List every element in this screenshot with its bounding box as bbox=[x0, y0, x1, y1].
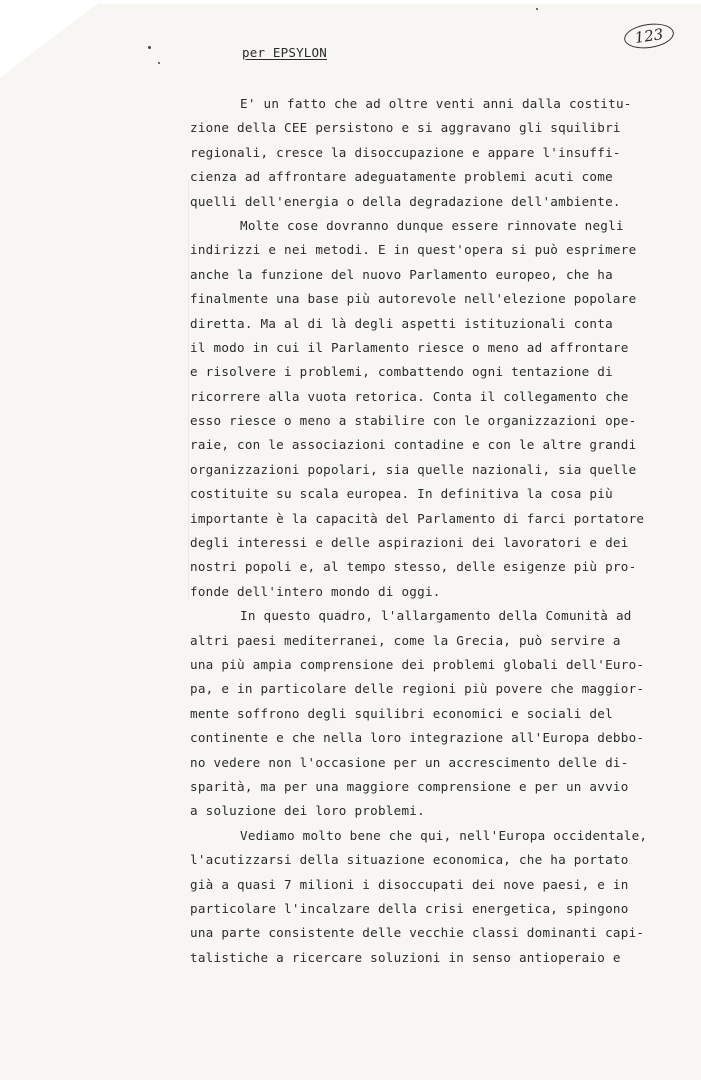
text-line: regionali, cresce la disoccupazione e appare l'insuffi- bbox=[190, 144, 621, 160]
text-line: costituite su scala europea. In definitiva la cosa più bbox=[190, 486, 613, 502]
ink-speck bbox=[158, 62, 160, 64]
ink-speck bbox=[148, 46, 151, 49]
text-line: fonde dell'intero mondo di oggi. bbox=[190, 583, 441, 599]
text-line: talistiche a ricercare soluzioni in senso antioperaio e bbox=[190, 949, 621, 965]
text-line: indirizzi e nei metodi. E in quest'opera si può esprimere bbox=[190, 242, 637, 258]
text-line: E' un fatto che ad oltre venti anni dalla costitu- bbox=[240, 96, 632, 111]
text-line: organizzazioni popolari, sia quelle nazionali, sia quelle bbox=[190, 461, 637, 477]
text-line: altri paesi mediterranei, come la Grecia, può servire a bbox=[190, 632, 621, 648]
text-line: una parte consistente delle vecchie classi dominanti capi- bbox=[190, 925, 645, 941]
text-line: mente soffrono degli squilibri economici e sociali del bbox=[190, 705, 613, 721]
text-line: cienza ad affrontare adeguatamente problemi acuti come bbox=[190, 169, 613, 185]
torn-corner bbox=[0, 0, 102, 78]
text-line: pa, e in particolare delle regioni più povere che maggior- bbox=[190, 681, 645, 697]
text-line: Molte cose dovranno dunque essere rinnovate negli bbox=[240, 217, 624, 233]
text-line: continente e che nella loro integrazione all'Europa debbo- bbox=[190, 730, 645, 746]
ink-speck bbox=[536, 8, 538, 10]
text-line: finalmente una base più autorevole nell'elezione popolare bbox=[190, 291, 637, 307]
text-line: particolare l'incalzare della crisi energetica, spingono bbox=[190, 900, 629, 916]
text-line: no vedere non l'occasione per un accrescimento delle di- bbox=[190, 754, 629, 770]
text-line: quelli dell'energia o della degradazione dell'ambiente. bbox=[190, 193, 621, 209]
text-line: sparità, ma per una maggiore comprensione e per un avvio bbox=[190, 778, 629, 794]
text-line: nostri popoli e, al tempo stesso, delle esigenze più pro- bbox=[190, 559, 637, 575]
document-body bbox=[190, 92, 680, 970]
text-line: già a quasi 7 milioni i disoccupati dei nove paesi, e in bbox=[190, 876, 629, 892]
text-line: zione della CEE persistono e si aggravano gli squilibri bbox=[190, 120, 621, 136]
text-line: ricorrere alla vuota retorica. Conta il collegamento che bbox=[190, 388, 629, 404]
text-line: degli interessi e delle aspirazioni dei lavoratori e dei bbox=[190, 535, 629, 551]
text-line: una più ampia comprensione dei problemi globali dell'Euro- bbox=[190, 656, 645, 672]
text-line: a soluzione dei loro problemi. bbox=[190, 803, 425, 819]
text-line: anche la funzione del nuovo Parlamento europeo, che ha bbox=[190, 266, 613, 282]
text-line: e risolvere i problemi, combattendo ogni tentazione di bbox=[190, 364, 613, 380]
page-top-edge bbox=[100, 0, 701, 4]
page-number-stamp: 123 bbox=[623, 21, 676, 52]
paper-fold bbox=[188, 180, 189, 600]
text-line: raie, con le associazioni contadine e con le altre grandi bbox=[190, 437, 637, 453]
text-line: l'acutizzarsi della situazione economica, che ha portato bbox=[190, 852, 629, 868]
document-header: per EPSYLON bbox=[242, 45, 327, 60]
text-line: il modo in cui il Parlamento riesce o meno ad affrontare bbox=[190, 339, 629, 355]
text-line: esso riesce o meno a stabilire con le organizzazioni ope- bbox=[190, 413, 637, 429]
text-line: importante è la capacità del Parlamento di farci portatore bbox=[190, 510, 645, 526]
text-line: Vediamo molto bene che qui, nell'Europa occidentale, bbox=[240, 827, 648, 843]
text-line: diretta. Ma al di là degli aspetti istituzionali conta bbox=[190, 315, 613, 331]
text-line: In questo quadro, l'allargamento della Comunità ad bbox=[240, 608, 632, 624]
